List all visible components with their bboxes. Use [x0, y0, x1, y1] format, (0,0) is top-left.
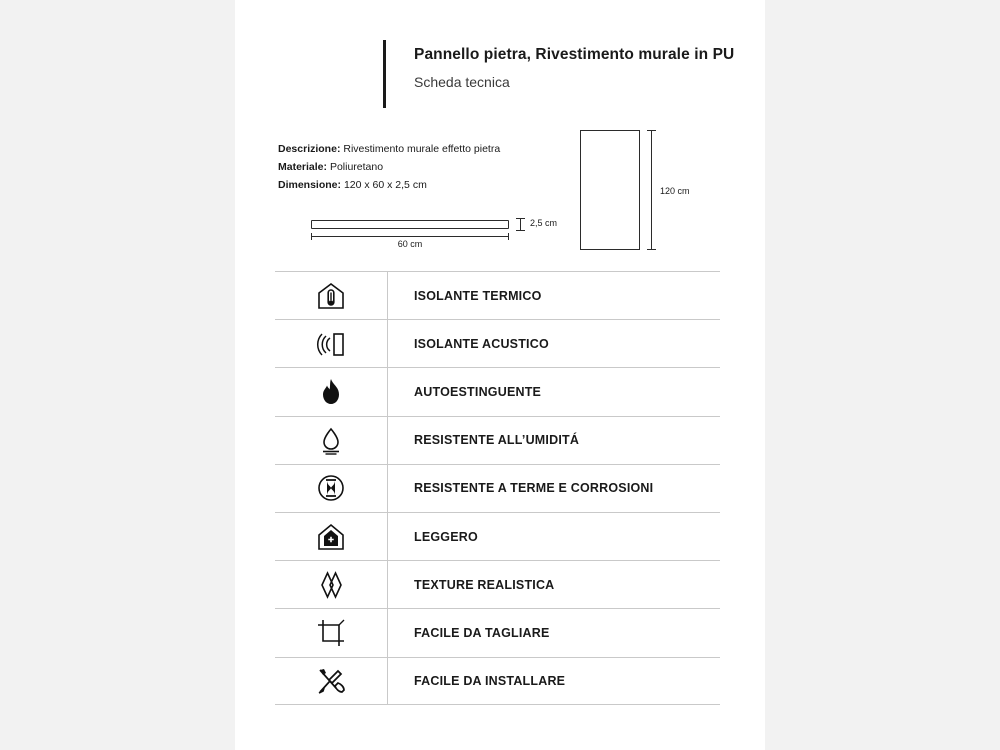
table-row [275, 464, 720, 512]
moisture-resistant-icon [275, 417, 388, 464]
table-row [275, 367, 720, 415]
self-extinguishing-flame-icon [275, 368, 388, 415]
feature-label: ISOLANTE TERMICO [414, 288, 542, 303]
width-dimension-label: 60 cm [397, 239, 423, 249]
width-dimension-line [311, 236, 509, 237]
spec-label: Descrizione: [278, 143, 341, 155]
height-dimension-line [647, 130, 656, 250]
corrosion-resistant-icon [275, 465, 388, 512]
feature-label: AUTOESTINGUENTE [414, 384, 542, 399]
document-sheet [235, 0, 765, 750]
thermal-insulation-icon [275, 272, 388, 319]
table-row [275, 608, 720, 656]
technical-drawings [235, 0, 765, 270]
page-title: Pannello pietra, Rivestimento murale in PU [414, 46, 735, 63]
easy-to-install-tools-icon [275, 658, 388, 704]
thickness-dimension-label: 2,5 cm [530, 218, 558, 228]
easy-to-cut-crop-icon [275, 609, 388, 656]
acoustic-insulation-icon [275, 320, 388, 367]
feature-label: RESISTENTE A TERME E CORROSIONI [414, 481, 654, 496]
feature-label: FACILE DA INSTALLARE [414, 673, 566, 688]
table-row [275, 560, 720, 608]
table-row [275, 657, 720, 705]
page-subtitle: Scheda tecnica [414, 73, 510, 90]
spec-value: 120 x 60 x 2,5 cm [343, 179, 427, 192]
feature-label: FACILE DA TAGLIARE [414, 625, 550, 640]
table-row [275, 319, 720, 367]
thickness-dimension-line [516, 218, 525, 231]
spec-label: Dimensione: [278, 179, 342, 192]
lightweight-house-icon [275, 513, 388, 560]
feature-label: ISOLANTE ACUSTICO [414, 336, 549, 351]
table-row [275, 512, 720, 560]
table-row [275, 271, 720, 319]
panel-side-view [311, 220, 509, 229]
feature-label: RESISTENTE ALL’UMIDITÁ [414, 433, 580, 448]
spec-label: Materiale: [278, 161, 328, 174]
spec-value: Poliuretano [329, 161, 384, 174]
spec-value: Rivestimento murale effetto pietra [343, 143, 501, 155]
feature-label: LEGGERO [414, 529, 478, 544]
feature-table [275, 271, 720, 705]
table-row [275, 416, 720, 464]
feature-label: TEXTURE REALISTICA [414, 577, 555, 592]
realistic-texture-icon [275, 561, 388, 608]
panel-front-view [580, 130, 640, 250]
height-dimension-label: 120 cm [660, 186, 690, 196]
